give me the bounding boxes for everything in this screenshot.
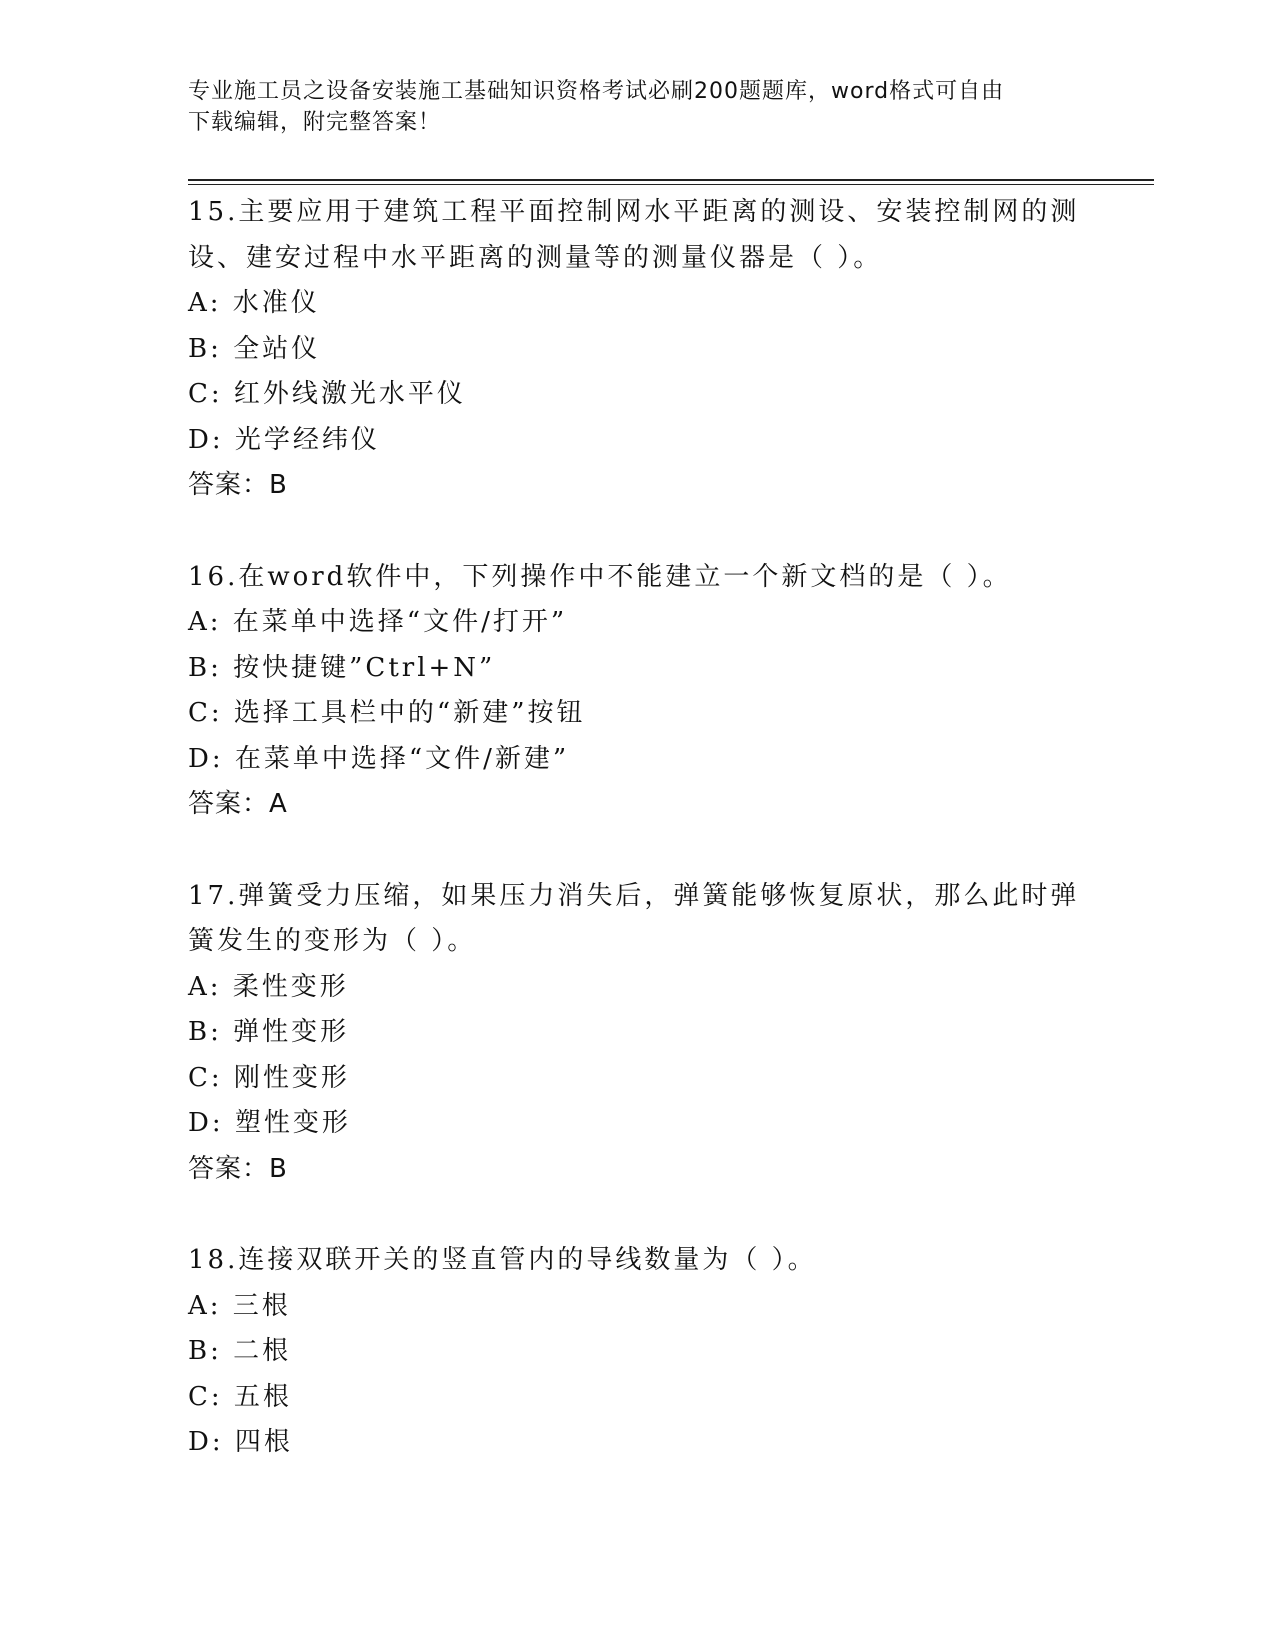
question-stem-line: 设、建安过程中水平距离的测量等的测量仪器是（ ）。 xyxy=(188,242,883,273)
option-a: A: 三根 xyxy=(188,1290,291,1321)
option-c: C: 刚性变形 xyxy=(188,1062,350,1093)
answer-line: 答案：B xyxy=(188,1153,288,1184)
question-15 xyxy=(188,190,1088,509)
question-stem-line: 17.弹簧受力压缩，如果压力消失后，弹簧能够恢复原状，那么此时弹 xyxy=(188,880,1080,911)
option-a: A: 在菜单中选择“文件/打开” xyxy=(188,607,568,637)
option-d: D: 光学经纬仪 xyxy=(188,424,380,455)
option-d: D: 在菜单中选择“文件/新建” xyxy=(188,743,570,774)
option-d: D: 塑性变形 xyxy=(188,1108,351,1138)
option-b: B: 弹性变形 xyxy=(188,1017,350,1047)
option-c: C: 五根 xyxy=(188,1381,292,1412)
question-stem-line: 16.在word软件中，下列操作中不能建立一个新文档的是（ ）。 xyxy=(188,561,1012,592)
question-stem-line: 15.主要应用于建筑工程平面控制网水平距离的测设、安装控制网的测 xyxy=(188,197,1080,227)
question-17 xyxy=(188,874,1088,1193)
header-divider-thick xyxy=(188,179,1154,181)
option-c: C: 红外线激光水平仪 xyxy=(188,379,466,409)
question-stem-line: 18.连接双联开关的竖直管内的导线数量为（ ）。 xyxy=(188,1245,817,1275)
question-stem-line: 簧发生的变形为（ ）。 xyxy=(188,926,477,956)
header-line-2: 下载编辑，附完整答案！ xyxy=(188,110,442,135)
document-header xyxy=(188,76,1068,138)
option-d: D: 四根 xyxy=(188,1427,293,1457)
option-a: A: 水准仪 xyxy=(188,288,320,318)
question-spacer xyxy=(188,1192,1088,1238)
header-divider-thin xyxy=(188,184,1154,185)
option-b: B: 全站仪 xyxy=(188,333,321,364)
question-spacer xyxy=(188,828,1088,874)
question-spacer xyxy=(188,509,1088,555)
option-c: C: 选择工具栏中的“新建”按钮 xyxy=(188,698,586,728)
header-line-1: 专业施工员之设备安装施工基础知识资格考试必刷200题题库，word格式可自由 xyxy=(188,79,1005,104)
option-a: A: 柔性变形 xyxy=(188,971,349,1002)
question-list xyxy=(188,190,1088,1466)
answer-line: 答案：A xyxy=(188,789,288,819)
question-18 xyxy=(188,1238,1088,1466)
option-b: B: 二根 xyxy=(188,1336,292,1366)
option-b: B: 按快捷键”Ctrl+N” xyxy=(188,652,496,683)
answer-line: 答案：B xyxy=(188,470,288,500)
question-16 xyxy=(188,555,1088,828)
